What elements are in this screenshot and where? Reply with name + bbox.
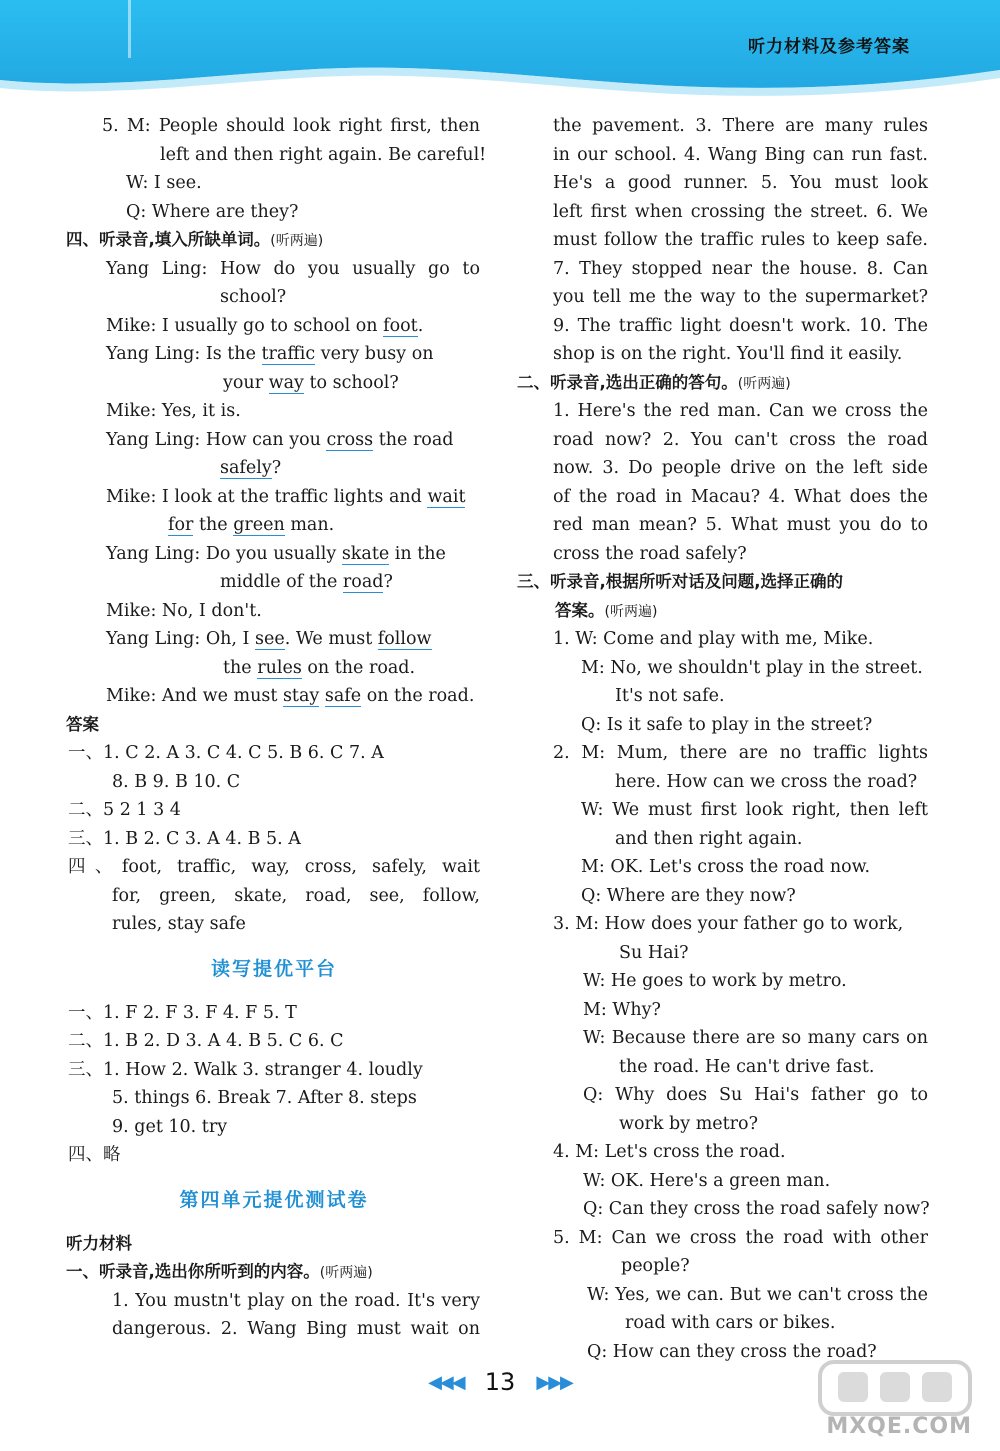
text-line: now. 3. Do people drive on the left side xyxy=(553,458,928,478)
dialogue-line: people? xyxy=(621,1256,690,1276)
section-banner-title: 读写提优平台 xyxy=(210,957,337,980)
dialogue-line xyxy=(68,454,480,483)
dialogue-line: Su Hai? xyxy=(619,942,689,963)
text-span: to school? xyxy=(303,372,399,393)
text-span: the xyxy=(193,515,234,535)
section-title: 二、听录音,选出正确的答句。 xyxy=(517,372,738,392)
unit-test-title: 第四单元提优测试卷 xyxy=(179,1188,369,1211)
text-span: Yang Ling: How can you xyxy=(106,429,327,450)
dialogue-line: M: Why? xyxy=(583,999,661,1020)
answers-heading: 答案 xyxy=(66,714,99,734)
text-line: you tell me the way to the supermarket? xyxy=(553,287,928,307)
dialogue-line xyxy=(68,511,480,540)
arrow-left-icon: ◀◀◀ xyxy=(428,1371,464,1393)
text-span: the road xyxy=(373,429,454,450)
answer-line: 一、1. C 2. A 3. C 4. C 5. B 6. C 7. A xyxy=(68,743,384,763)
dialogue-line xyxy=(68,369,480,398)
dialogue-line: W: We must first look right, then left xyxy=(581,800,928,820)
text-line: 5. M: People should look right first, then xyxy=(102,116,480,136)
answer-word: rules xyxy=(257,657,302,678)
answer-line: 二、1. B 2. D 3. A 4. B 5. C 6. C xyxy=(68,1031,344,1051)
answer-word: cross xyxy=(326,429,374,450)
answer-line: 8. B 9. B 10. C xyxy=(112,771,241,792)
dialogue-line: M: OK. Let's cross the road now. xyxy=(581,857,871,877)
answer-line: 二、5 2 1 3 4 xyxy=(68,800,181,820)
text-line: He's a good runner. 5. You must look xyxy=(553,173,928,193)
answer-word: wait xyxy=(427,486,466,507)
answer-line: rules, stay safe xyxy=(112,914,246,934)
text-span: man. xyxy=(284,515,335,535)
text-line: 9. The traffic light doesn't work. 10. The xyxy=(553,315,928,336)
dialogue-line: Mike: Yes, it is. xyxy=(106,401,241,421)
text-line: the pavement. 3. There are many rules xyxy=(553,116,928,136)
text-span: the xyxy=(223,657,258,678)
dialogue-line: school? xyxy=(220,287,287,307)
dialogue-line: Q: Can they cross the road safely now? xyxy=(583,1199,930,1219)
watermark-text: MXQE.COM xyxy=(826,1414,972,1439)
text-line: W: I see. xyxy=(126,173,202,193)
answer-word: for xyxy=(168,515,194,535)
text-span: . xyxy=(417,315,424,336)
text-span: on the road. xyxy=(301,657,416,678)
dialogue-line xyxy=(68,682,480,711)
dialogue-line xyxy=(68,654,480,683)
answer-word: safe xyxy=(324,686,362,706)
arrow-right-icon: ▶▶▶ xyxy=(536,1371,572,1393)
section-title: 答案。 xyxy=(555,600,605,620)
text-span: Yang Ling: Do you usually xyxy=(106,543,342,564)
text-line: Q: Where are they? xyxy=(126,201,299,222)
text-span: Yang Ling: Is the xyxy=(106,344,262,364)
section-heading xyxy=(66,1258,480,1287)
dialogue-line: 5. M: Can we cross the road with other xyxy=(553,1227,928,1248)
dialogue-line xyxy=(68,340,480,369)
dialogue-line xyxy=(68,483,480,512)
answer-line: 9. get 10. try xyxy=(112,1116,228,1137)
answer-line: 一、1. F 2. F 3. F 4. F 5. T xyxy=(68,1002,297,1023)
dialogue-line: Q: Why does Su Hai's father go to xyxy=(583,1085,928,1105)
listening-heading: 听力材料 xyxy=(66,1233,132,1253)
left-column xyxy=(66,112,487,1344)
page-header xyxy=(0,0,1000,100)
dialogue-line: 2. M: Mum, there are no traffic lights xyxy=(553,743,928,763)
text-span: your xyxy=(223,372,269,393)
dialogue-line: Q: Where are they now? xyxy=(581,885,796,906)
text-line: 1. You mustn't play on the road. It's very xyxy=(112,1290,480,1311)
dialogue-line: the road. He can't drive fast. xyxy=(619,1056,875,1077)
answer-line: 5. things 6. Break 7. After 8. steps xyxy=(112,1088,417,1108)
dialogue-line xyxy=(68,426,480,455)
answer-line: 三、1. B 2. C 3. A 4. B 5. A xyxy=(68,828,301,849)
text-span: middle of the xyxy=(220,572,343,592)
dialogue-line: road with cars or bikes. xyxy=(625,1313,836,1333)
text-span: ? xyxy=(271,458,282,478)
answer-word: traffic xyxy=(261,344,316,364)
text-line: 7. They stopped near the house. 8. Can xyxy=(553,258,928,279)
text-line: road now? 2. You can't cross the road xyxy=(553,429,928,450)
section-note: (听两遍) xyxy=(604,603,658,620)
answer-word: foot xyxy=(383,315,418,336)
answer-word: road xyxy=(342,572,384,592)
answer-word: way xyxy=(268,372,304,393)
text-line: left and then right again. Be careful! xyxy=(160,144,487,165)
page-number: 13 xyxy=(484,1368,516,1396)
section-note: (听两遍) xyxy=(319,1265,373,1281)
answer-word: stay xyxy=(282,686,320,706)
text-span: Mike: I look at the traffic lights and xyxy=(106,486,428,507)
dialogue-line: It's not safe. xyxy=(615,686,725,706)
text-line: left first when crossing the street. 6. We xyxy=(553,201,928,222)
answer-line: 三、1. How 2. Walk 3. stranger 4. loudly xyxy=(68,1059,423,1080)
answer-line: for, green, skate, road, see, follow, xyxy=(112,885,480,906)
section-heading xyxy=(555,597,928,626)
text-line: of the road in Macau? 4. What does the xyxy=(553,486,928,507)
text-line: in our school. 4. Wang Bing can run fast. xyxy=(553,144,928,165)
dialogue-line: 4. M: Let's cross the road. xyxy=(553,1142,786,1162)
text-span: very busy on xyxy=(315,344,434,364)
dialogue-line: Yang Ling: How do you usually go to xyxy=(106,258,480,279)
dialogue-line: W: Because there are so many cars on xyxy=(583,1028,928,1048)
header-title: 听力材料及参考答案 xyxy=(748,37,910,57)
dialogue-line: Q: Is it safe to play in the street? xyxy=(581,714,873,735)
section-note: (听两遍) xyxy=(270,233,324,249)
answer-line: 四、略 xyxy=(68,1145,121,1165)
text-span: in the xyxy=(389,543,446,564)
answer-word: green xyxy=(233,515,285,535)
text-span: Mike: And we must xyxy=(106,686,283,706)
dialogue-line xyxy=(68,312,480,341)
dialogue-line: Mike: No, I don't. xyxy=(106,600,262,621)
text-line: shop is on the right. You'll find it easily. xyxy=(553,344,903,364)
dialogue-line: Q: How can they cross the road? xyxy=(587,1341,877,1362)
text-span: . We must xyxy=(284,629,378,649)
text-line: cross the road safely? xyxy=(553,543,747,564)
text-line: dangerous. 2. Wang Bing must wait on xyxy=(112,1319,480,1339)
answer-line: 四、foot, traffic, way, cross, safely, wait xyxy=(68,857,480,877)
answer-word: see xyxy=(255,629,285,649)
dialogue-line xyxy=(68,568,480,597)
section-heading xyxy=(66,226,480,255)
dialogue-line: W: Yes, we can. But we can't cross the xyxy=(587,1284,928,1305)
text-span: Yang Ling: Oh, I xyxy=(106,629,256,649)
text-line: red man mean? 5. What must you do to xyxy=(553,515,928,535)
dialogue-line: W: He goes to work by metro. xyxy=(583,971,847,991)
answer-word: follow xyxy=(377,629,432,649)
section-heading xyxy=(517,369,928,398)
section-title: 四、听录音,填入所缺单词。 xyxy=(66,230,271,249)
section-note: (听两遍) xyxy=(737,375,791,392)
answer-word: skate xyxy=(341,543,390,564)
text-span: ? xyxy=(383,572,393,592)
text-span: on the road. xyxy=(361,686,475,706)
text-line: 1. Here's the red man. Can we cross the xyxy=(553,401,928,421)
dialogue-line: M: No, we shouldn't play in the street. xyxy=(581,657,923,678)
dialogue-line: here. How can we cross the road? xyxy=(615,771,918,792)
answer-word: safely xyxy=(220,458,272,478)
dialogue-line: W: OK. Here's a green man. xyxy=(583,1170,831,1191)
dialogue-line xyxy=(68,625,480,654)
right-column xyxy=(517,112,930,1366)
section-heading: 三、听录音,根据所听对话及问题,选择正确的 xyxy=(517,572,844,591)
section-title: 一、听录音,选出你所听到的内容。 xyxy=(66,1262,320,1281)
dialogue-line xyxy=(68,540,480,569)
dialogue-line: 1. W: Come and play with me, Mike. xyxy=(553,629,874,649)
dialogue-line: 3. M: How does your father go to work, xyxy=(553,914,904,934)
text-line: must follow the traffic rules to keep safe. xyxy=(553,230,928,250)
dialogue-line: and then right again. xyxy=(615,828,803,849)
dialogue-line: work by metro? xyxy=(619,1113,758,1134)
text-span: Mike: I usually go to school on xyxy=(106,315,384,336)
